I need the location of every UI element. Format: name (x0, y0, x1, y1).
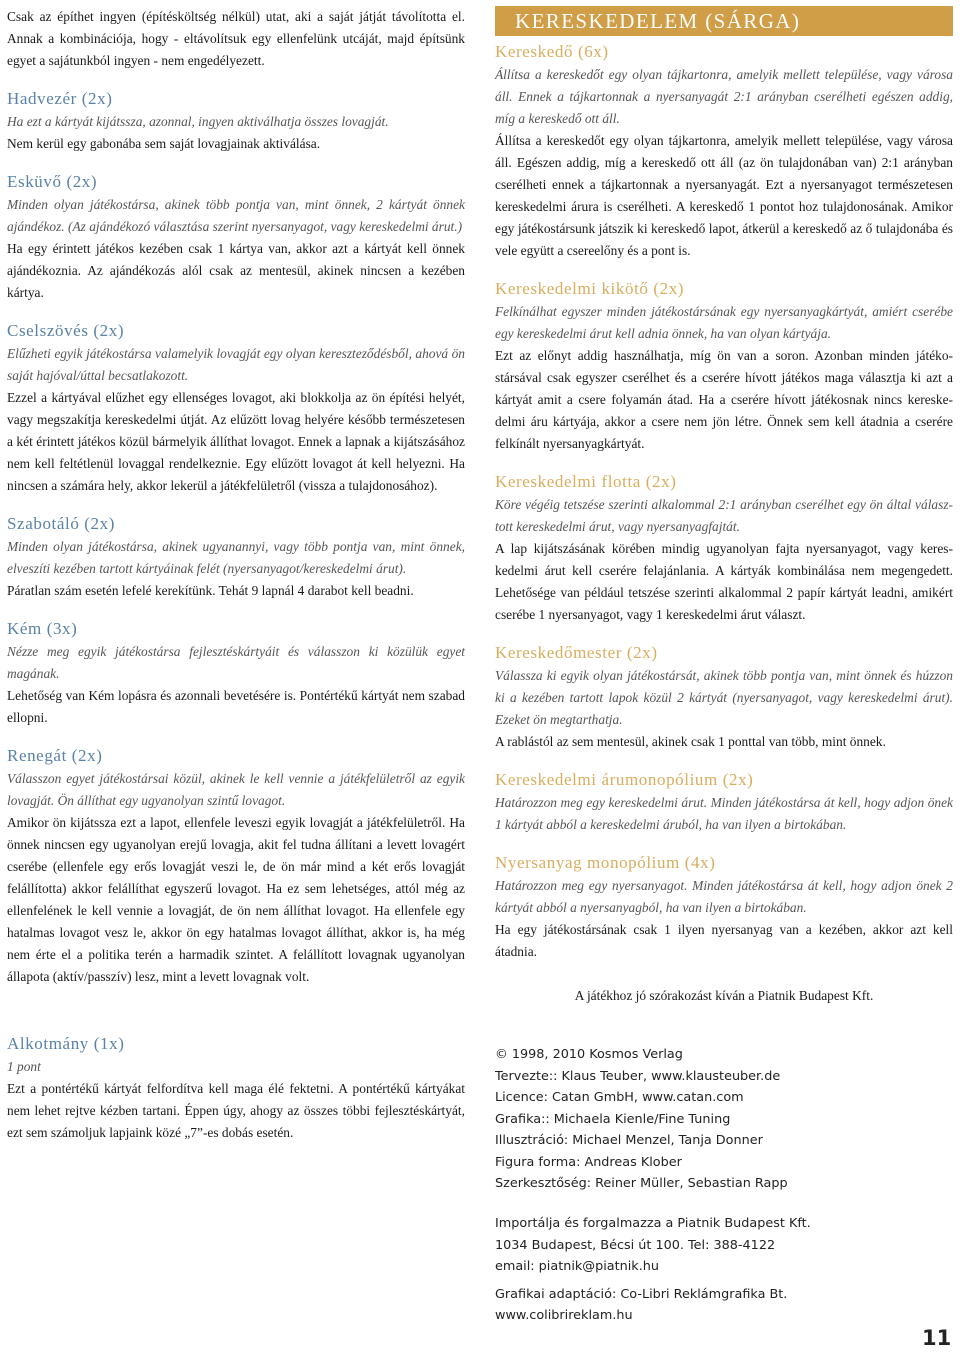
section-arumonopolium (495, 768, 953, 836)
credits-line: Szerkesztőség: Reiner Müller, Sebastian Rapp (495, 1176, 788, 1191)
section-nyersanyag-monopolium (495, 851, 953, 963)
section-body: A rablástól az sem mentesül, akinek csak 1 ponttal van több, mint önnek. (495, 734, 886, 749)
intro-paragraph: Csak az építhet ingyen (építésköltség nélkül) utat, aki a saját játját távolította el. Annak a kombinációja, hogy - eltávolítsuk egy ellenfelünk utcáját, majd építsünk egyet a sajátunkból ingyen - nem engedélyezett. (7, 9, 465, 68)
section-heading: Nyersanyag monopólium (4x) (495, 853, 716, 872)
graphic-credit-line: Grafikai adaptáció: Co-Libri Reklámgrafika Bt. (495, 1286, 788, 1302)
section-kereskedelmi-flotta (495, 470, 953, 626)
section-body: Amikor ön kijátssza ezt a lapot, ellenfele leveszi egyik lovagját a játékfelületről. Ha önnek nincsen egy ugyanolyan erejű lovagja, akit fel tudna állítani a levett lovagért cserébe (ellenfele egy erős lovagját veszi le, de ön már mind a két erős lovagját felállította) akkor felállíthat egyszerű lovagot. Ha ez sem lehetséges, attól még az ellenfelének le kell vennie a lovagját, de ön nem állíthat lovagot. Ha ellenfele egy hatalmas lovagot vesz le, akkor ön egy hatalmas lovagot állíthat, akkor is, ha még nem érte el a politika terén a harmadik szintet. A felállított lovagnak ugyanolyan állapota (aktív/passzív) lesz, mint a levett lovagnak volt. (7, 815, 465, 984)
right-column (495, 6, 953, 1007)
section-heading: Kereskedelmi árumonopólium (2x) (495, 770, 754, 789)
section-description: Határozzon meg egy nyersanyagot. Minden játékostársa át kell, hogy adjon önek 2 kártyát abból a nyersanyagból, ha van ilyen a birtokában. (495, 878, 953, 915)
section-kereskedo (495, 40, 953, 262)
section-description: Ha ezt a kártyát kijátssza, azonnal, ingyen aktiválhatja összes lovagját. (7, 114, 389, 129)
section-kereskedelmi-kikoto (495, 277, 953, 455)
section-cselszoves (7, 319, 465, 497)
section-alkotmany (7, 1032, 465, 1144)
section-heading: Kereskedőmester (2x) (495, 643, 658, 662)
section-description: Felkínálhat egyszer minden játékostársának egy nyersanyagkártyát, amiért cserébe egy kereskedelmi árut kell adnia önnek, ha van olyan kártyája. (495, 304, 953, 341)
section-description: Válasszon egyet játékostársai közül, akinek le kell vennie a játékfelületről az egyik lovagját. Ön állíthat egy ugyanolyan szintű lovagot. (7, 771, 465, 808)
closing-note: A játékhoz jó szórakozást kíván a Piatnik Budapest Kft. (574, 988, 874, 1003)
section-heading: Kereskedelmi flotta (2x) (495, 472, 677, 491)
section-body: Ha egy érintett játékos kezében csak 1 kártya van, akkor azt a kártyát kell önnek ajándékoznia. Az ajándékozás alól csak az mentesül, akinek nincsen a kezében kártya. (7, 241, 465, 300)
credits-line: Grafika:: Michaela Kienle/Fine Tuning (495, 1111, 731, 1127)
credits-line: Figura forma: Andreas Klober (495, 1154, 682, 1170)
section-kereskedomester (495, 641, 953, 753)
section-body: Ezt a pontértékű kártyát felfordítva kell maga élé fektetni. A pontértékű kártyákat nem lehet rejtve kézben tartani. Éppen úgy, ahogy az összes többi fejlesztéskártyát, ezt sem számoljuk lapjaink közé „7”-es dobás esetén. (7, 1081, 465, 1140)
section-heading: Szabotáló (2x) (7, 514, 116, 533)
section-heading: Kém (3x) (7, 619, 78, 638)
section-renegat (7, 744, 465, 988)
credits-line: © 1998, 2010 Kosmos Verlag (495, 1047, 683, 1062)
section-body: Ha egy játékostársának csak 1 ilyen nyersanyag van a kezében, akkor azt kell átadnia. (495, 922, 953, 959)
graphic-credit-line: www.colibrireklam.hu (495, 1308, 633, 1323)
section-description: Nézze meg egyik játékostársa fejlesztéskártyáit és válasszon ki közülük egyet magának. (7, 644, 465, 681)
page-number: 11 (922, 1326, 952, 1350)
section-heading: Renegát (2x) (7, 746, 103, 765)
section-heading: Hadvezér (2x) (7, 89, 113, 108)
importer-line: 1034 Budapest, Bécsi út 100. Tel: 388-4122 (495, 1237, 776, 1253)
section-eskuvo (7, 170, 465, 304)
credits-line: Licence: Catan GmbH, www.catan.com (495, 1090, 744, 1105)
importer-line: Importálja és forgalmazza a Piatnik Budapest Kft. (495, 1216, 811, 1231)
section-heading: Alkotmány (1x) (7, 1034, 125, 1053)
section-description: Válasszа ki egyik olyan játékostársát, akinek több pontja van, mint önnek és húzzon ki a kezében tartott lapok közül 2 kártyát (nyersanyagot, vagy kereskedelmi árut). Ezeket ön megtarthatja. (495, 668, 953, 727)
section-description: Minden olyan játékostársa, akinek ugyanannyi, vagy több pontja van, mint önnek, elveszíti kezében tartott kártyáinak felét (nyersanyagot/kereskedelmi árut). (7, 539, 465, 576)
section-body: Nem kerül egy gabonába sem saját lovagjainak aktiválása. (7, 136, 321, 151)
importer-block (495, 1213, 855, 1327)
section-description: Köre végéig tetszése szerinti alkalommal 2:1 arányban cserélhet egy ön által választott kereskedelmi árut, vagy nyersanyagfajtát. (495, 497, 953, 534)
section-body: Lehetőség van Kém lopásra és azonnali bevetésére is. Pontértékű kártyát nem szabad ellopni. (7, 688, 465, 725)
section-description: Határozzon meg egy kereskedelmi árut. Minden játékostársa át kell, hogy adjon önek 1 kártyát abból a kereskedelmi áruból, ha van ilyen a birtokában. (495, 795, 953, 832)
section-body: Ezzel a kártyával elűzhet egy ellenséges lovagot, aki blokkolja az ön építési helyét, vagy megszakítja kereskedelmi útját. Az elűzött lovag helyére később természetesen a két érintett játékos közül bármelyik állíthat lovagot. Ennek a lapnak a kijátszásához nem kell feltétlenül lovaggal rendelkeznie. Egy elűzött lovagot át kell helyezni. Ha nincsen a számára hely, akkor lekerül a játékfelületről (vissza a tulajdonosához). (7, 390, 465, 493)
section-description: Minden olyan játékostársa, akinek több pontja van, mint önnek, 2 kártyát önnek ajándékoz. (Az ajándékozó választása szerint nyersanyagot, vagy kereskedelmi árut.) (7, 197, 465, 234)
section-description: Állítsa a kereskedőt egy olyan tájkartonra, amelyik mellett települése, vagy városa áll. Ennek a tájkartonnak a nyersanyagát 2:1 arányban cserélheti egészen addig, míg a kereskedő ott áll. (495, 67, 953, 126)
section-szabotalo (7, 512, 465, 602)
section-heading: Cselszövés (2x) (7, 321, 125, 340)
section-body: Állítsa a kereskedőt egy olyan tájkartonra, amelyik mellett települése, vagy városa áll. Egészen addig, míg a kereskedő ott áll (az ön tulajdonában van) 2:1 arányban cserélheti ennek a tájkartonnak a nyersanyagát. Ezt a nyersanyagot természetesen kereskedelmi árura is cserélheti. A kereskedő 1 pontot hoz tulajdonosának. Amikor egy játékostársunk játszik ki kereskedő lapot, átkerül a kereskedő az ő tulajdonába és vele együtt a csereelőny és a pont is. (495, 133, 953, 258)
section-description: Elűzheti egyik játékostársa valamelyik lovagját egy olyan kereszteződésből, ahová ön saját hajóval/úttal becsatlakozott. (7, 346, 465, 383)
section-body: A lap kijátszásának körében mindig ugyanolyan fajta nyersanyagot, vagy kereskedelmi árut kell cserére felajánlania. A kártyák kombinálása nem megengedett. Lehetősége van például tetszése szerinti alkalommal 2 papír kártyát leadni, amikért cserébe 1 nyersanyagot, vagy 1 kereskedelmi árut választ. (495, 541, 953, 622)
section-kem (7, 617, 465, 729)
section-description: 1 pont (7, 1059, 41, 1074)
importer-line: email: piatnik@piatnik.hu (495, 1259, 659, 1274)
credits-line: Tervezte:: Klaus Teuber, www.klausteuber.de (495, 1068, 781, 1084)
section-heading: Kereskedelmi kikötő (2x) (495, 279, 685, 298)
section-body: Ezt az előnyt addig használhatja, míg ön van a soron. Azonban minden játékostársával csak egyszer cserélhet és a cserére hívott játékos maga választja ki azt a kártyát amit a csere folyamán átad. Ha a cserére hívott játékosnak nincs kereskedelmi áru kártyája, akkor a csere nem jön létre. Önnek sem kell átadnia a cserére felkínált nyersanyagkártyát. (495, 348, 953, 451)
section-banner-title: KERESKEDELEM (SÁRGA) (495, 6, 953, 36)
section-heading: Esküvő (2x) (7, 172, 98, 191)
credits-block (495, 1044, 855, 1195)
section-heading: Kereskedő (6x) (495, 42, 609, 61)
section-body: Páratlan szám esetén lefelé kerekítünk. Tehát 9 lapnál 4 darabot kell beadni. (7, 583, 414, 598)
credits-line: Illusztráció: Michael Menzel, Tanja Donner (495, 1133, 763, 1148)
left-column (7, 6, 465, 1144)
section-hadvezer (7, 87, 465, 155)
